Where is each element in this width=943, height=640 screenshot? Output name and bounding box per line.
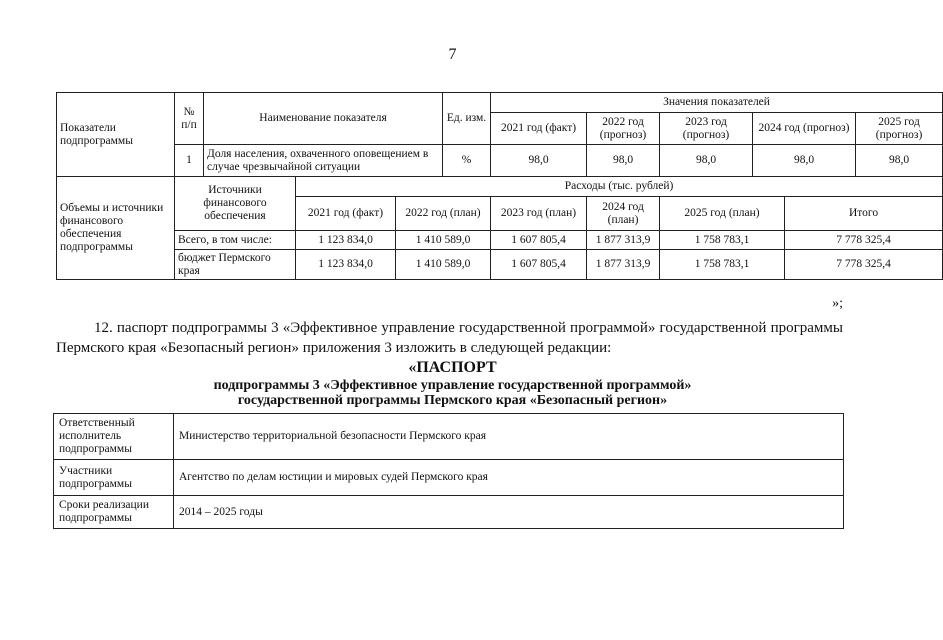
expense-value: 1 410 589,0: [396, 250, 491, 280]
passport-row-value: 2014 – 2025 годы: [174, 496, 844, 529]
unit-header: Ед. изм.: [443, 93, 491, 145]
passport-row-value: Агентство по делам юстиции и мировых судей Пермского края: [174, 460, 844, 496]
year-header: 2025 год (прогноз): [856, 113, 943, 145]
year-header: 2022 год (прогноз): [587, 113, 660, 145]
expense-value: 1 877 313,9: [587, 231, 660, 250]
indicator-num: 1: [175, 145, 204, 177]
expense-year-header: Итого: [785, 197, 943, 231]
expense-year-header: 2024 год (план): [587, 197, 660, 231]
indicator-value: 98,0: [856, 145, 943, 177]
passport-subtitle-2: государственной программы Пермского края «Безопасный регион»: [237, 393, 668, 408]
indicator-value: 98,0: [660, 145, 753, 177]
expense-year-header: 2025 год (план): [660, 197, 785, 231]
expense-row-label: бюджет Пермского края: [175, 250, 296, 280]
indicators-table: [56, 92, 943, 280]
expense-row-label: Всего, в том числе:: [175, 231, 296, 250]
expense-value: 1 758 783,1: [660, 231, 785, 250]
passport-row-value: Министерство территориальной безопасности Пермского края: [174, 414, 844, 460]
expense-value: 1 877 313,9: [587, 250, 660, 280]
expense-value: 1 123 834,0: [296, 231, 396, 250]
passport-title: «ПАСПОРТ: [408, 359, 497, 376]
year-header: 2021 год (факт): [491, 113, 587, 145]
expense-value: 7 778 325,4: [785, 250, 943, 280]
expense-year-header: 2021 год (факт): [296, 197, 396, 231]
num-header: № п/п: [175, 93, 204, 145]
indicator-name: Доля населения, охваченного оповещением в случае чрезвычайной ситуации: [204, 145, 443, 177]
expense-value: 1 607 805,4: [491, 231, 587, 250]
expense-value: 1 607 805,4: [491, 250, 587, 280]
indicator-value: 98,0: [587, 145, 660, 177]
expense-value: 7 778 325,4: [785, 231, 943, 250]
passport-row-label: Участники подпрограммы: [54, 460, 174, 496]
indicator-value: 98,0: [491, 145, 587, 177]
expense-value: 1 410 589,0: [396, 231, 491, 250]
expense-value: 1 758 783,1: [660, 250, 785, 280]
closing-mark: »;: [832, 296, 843, 311]
indicator-unit: %: [443, 145, 491, 177]
paragraph-text: 12. паспорт подпрограммы 3 «Эффективное управление государственной программой» государственной программы Пермского края «Безопасный регион» приложения 3 изложить в следующей редакции:: [56, 320, 843, 356]
passport-subtitle-1: подпрограммы 3 «Эффективное управление государственной программой»: [213, 378, 692, 393]
indicators-label: Показатели подпрограммы: [57, 93, 175, 177]
expense-year-header: 2023 год (план): [491, 197, 587, 231]
financing-label: Объемы и источники финансового обеспечения подпрограммы: [57, 177, 175, 280]
expense-year-header: 2022 год (план): [396, 197, 491, 231]
amendment-paragraph: [56, 318, 843, 358]
indicator-value: 98,0: [753, 145, 856, 177]
passport-row-label: Ответственный исполнитель подпрограммы: [54, 414, 174, 460]
expenses-header: Расходы (тыс. рублей): [296, 177, 943, 197]
name-header: Наименование показателя: [204, 93, 443, 145]
values-header: Значения показателей: [491, 93, 943, 113]
year-header: 2024 год (прогноз): [753, 113, 856, 145]
page-number: 7: [448, 46, 457, 63]
expense-value: 1 123 834,0: [296, 250, 396, 280]
year-header: 2023 год (прогноз): [660, 113, 753, 145]
sources-header: Источники финансового обеспечения: [175, 177, 296, 231]
passport-table: [53, 413, 844, 529]
passport-row-label: Сроки реализации подпрограммы: [54, 496, 174, 529]
